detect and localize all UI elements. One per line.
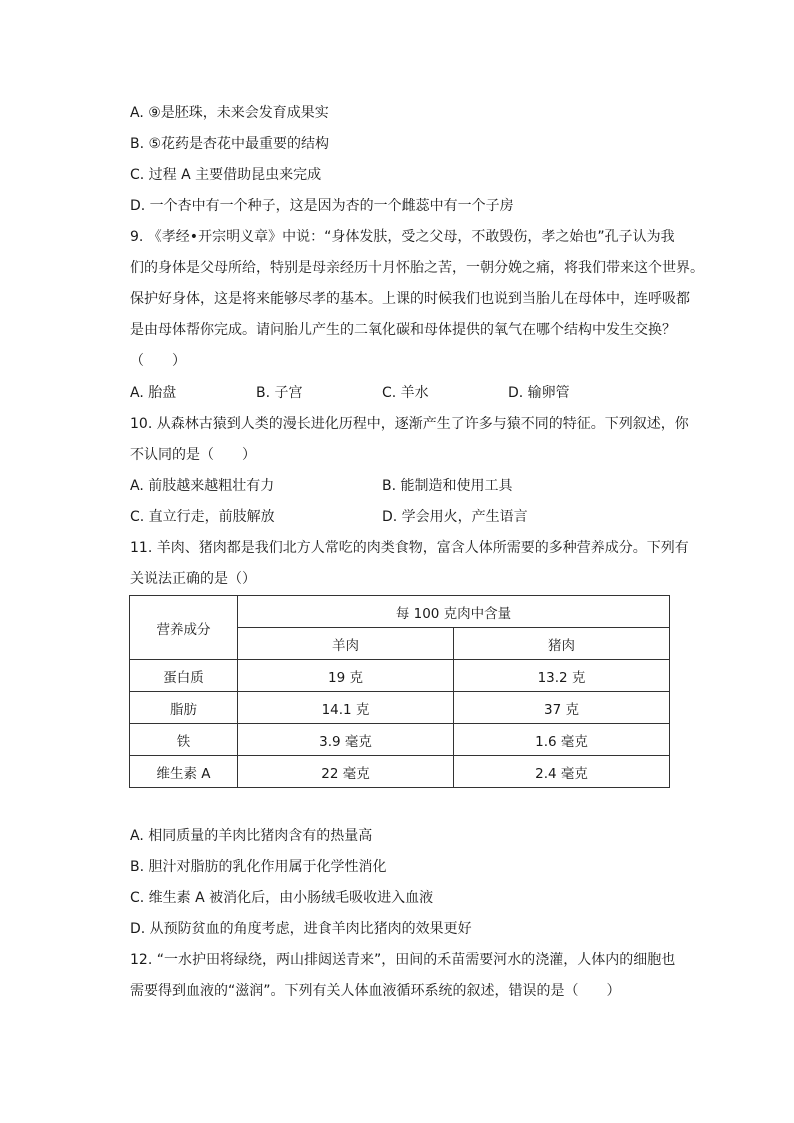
q10-option-d: D. 学会用火，产生语言 <box>382 509 528 525</box>
table-row <box>130 692 670 724</box>
q12-stem-line: 12. “一水护田将绿绕，两山排闼送青来”，田间的禾苗需要河水的浇灌，人体内的细胞也 <box>130 952 676 968</box>
table-row <box>130 756 670 788</box>
table-header-mutton: 羊肉 <box>238 628 454 660</box>
table-cell-mutton: 22 毫克 <box>238 756 454 788</box>
table-cell-nutrient: 维生素 A <box>130 756 238 788</box>
q11-stem-line: 关说法正确的是（） <box>130 571 256 587</box>
q10-option-c: C. 直立行走，前肢解放 <box>130 509 275 525</box>
q11-option-c: C. 维生素 A 被消化后，由小肠绒毛吸收进入血液 <box>130 890 434 906</box>
q9-stem-line: 9. 《孝经•开宗明义章》中说：“身体发肤，受之父母，不敢毁伤，孝之始也”孔子认为我 <box>130 229 675 245</box>
q10-option-a: A. 前肢越来越粗壮有力 <box>130 478 275 494</box>
q9-option-b: B. 子宫 <box>256 385 303 401</box>
q8-option-c: C. 过程 A 主要借助昆虫来完成 <box>130 167 322 183</box>
table-cell-mutton: 3.9 毫克 <box>238 724 454 756</box>
q11-stem-line: 11. 羊肉、猪肉都是我们北方人常吃的肉类食物，富含人体所需要的多种营养成分。下列有 <box>130 540 689 556</box>
table-row <box>130 724 670 756</box>
table-cell-pork: 13.2 克 <box>454 660 670 692</box>
q9-answer-blank: （ ） <box>130 353 186 369</box>
nutrition-table <box>129 595 670 788</box>
table-cell-pork: 2.4 毫克 <box>454 756 670 788</box>
table-header-group: 每 100 克肉中含量 <box>238 596 670 628</box>
q8-option-a: A. ⑨是胚珠，未来会发育成果实 <box>130 105 329 121</box>
q10-stem-line: 不认同的是（ ） <box>130 447 256 463</box>
table-cell-pork: 37 克 <box>454 692 670 724</box>
q10-options-row2 <box>130 507 670 527</box>
table-cell-nutrient: 蛋白质 <box>130 660 238 692</box>
q9-option-c: C. 羊水 <box>382 385 429 401</box>
q8-option-b: B. ⑤花药是杏花中最重要的结构 <box>130 136 330 152</box>
table-cell-nutrient: 铁 <box>130 724 238 756</box>
q10-options-row1 <box>130 476 670 496</box>
q9-stem-line: 是由母体帮你完成。请问胎儿产生的二氧化碳和母体提供的氧气在哪个结构中发生交换？ <box>130 322 676 338</box>
q12-stem-line: 需要得到血液的“滋润”。下列有关人体血液循环系统的叙述，错误的是（ ） <box>130 983 621 999</box>
q9-options <box>130 383 670 403</box>
q9-stem-line: 们的身体是父母所给，特别是母亲经历十月怀胎之苦，一朝分娩之痛，将我们带来这个世界。 <box>130 260 704 276</box>
table-cell-nutrient: 脂肪 <box>130 692 238 724</box>
table-cell-pork: 1.6 毫克 <box>454 724 670 756</box>
table-header-pork: 猪肉 <box>454 628 670 660</box>
q11-option-a: A. 相同质量的羊肉比猪肉含有的热量高 <box>130 828 373 844</box>
q9-option-a: A. 胎盘 <box>130 385 177 401</box>
q9-stem-line: 保护好身体，这是将来能够尽孝的基本。上课的时候我们也说到当胎儿在母体中，连呼吸都 <box>130 291 690 307</box>
q10-stem-line: 10. 从森林古猿到人类的漫长进化历程中，逐渐产生了许多与猿不同的特征。下列叙述，你 <box>130 416 689 432</box>
table-header-nutrient: 营养成分 <box>130 596 238 660</box>
q10-option-b: B. 能制造和使用工具 <box>382 478 513 494</box>
q9-option-d: D. 输卵管 <box>508 385 570 401</box>
table-cell-mutton: 19 克 <box>238 660 454 692</box>
table-cell-mutton: 14.1 克 <box>238 692 454 724</box>
table-row <box>130 660 670 692</box>
q11-option-b: B. 胆汁对脂肪的乳化作用属于化学性消化 <box>130 859 387 875</box>
q8-option-d: D. 一个杏中有一个种子，这是因为杏的一个雌蕊中有一个子房 <box>130 198 514 214</box>
q11-option-d: D. 从预防贫血的角度考虑，进食羊肉比猪肉的效果更好 <box>130 921 472 937</box>
